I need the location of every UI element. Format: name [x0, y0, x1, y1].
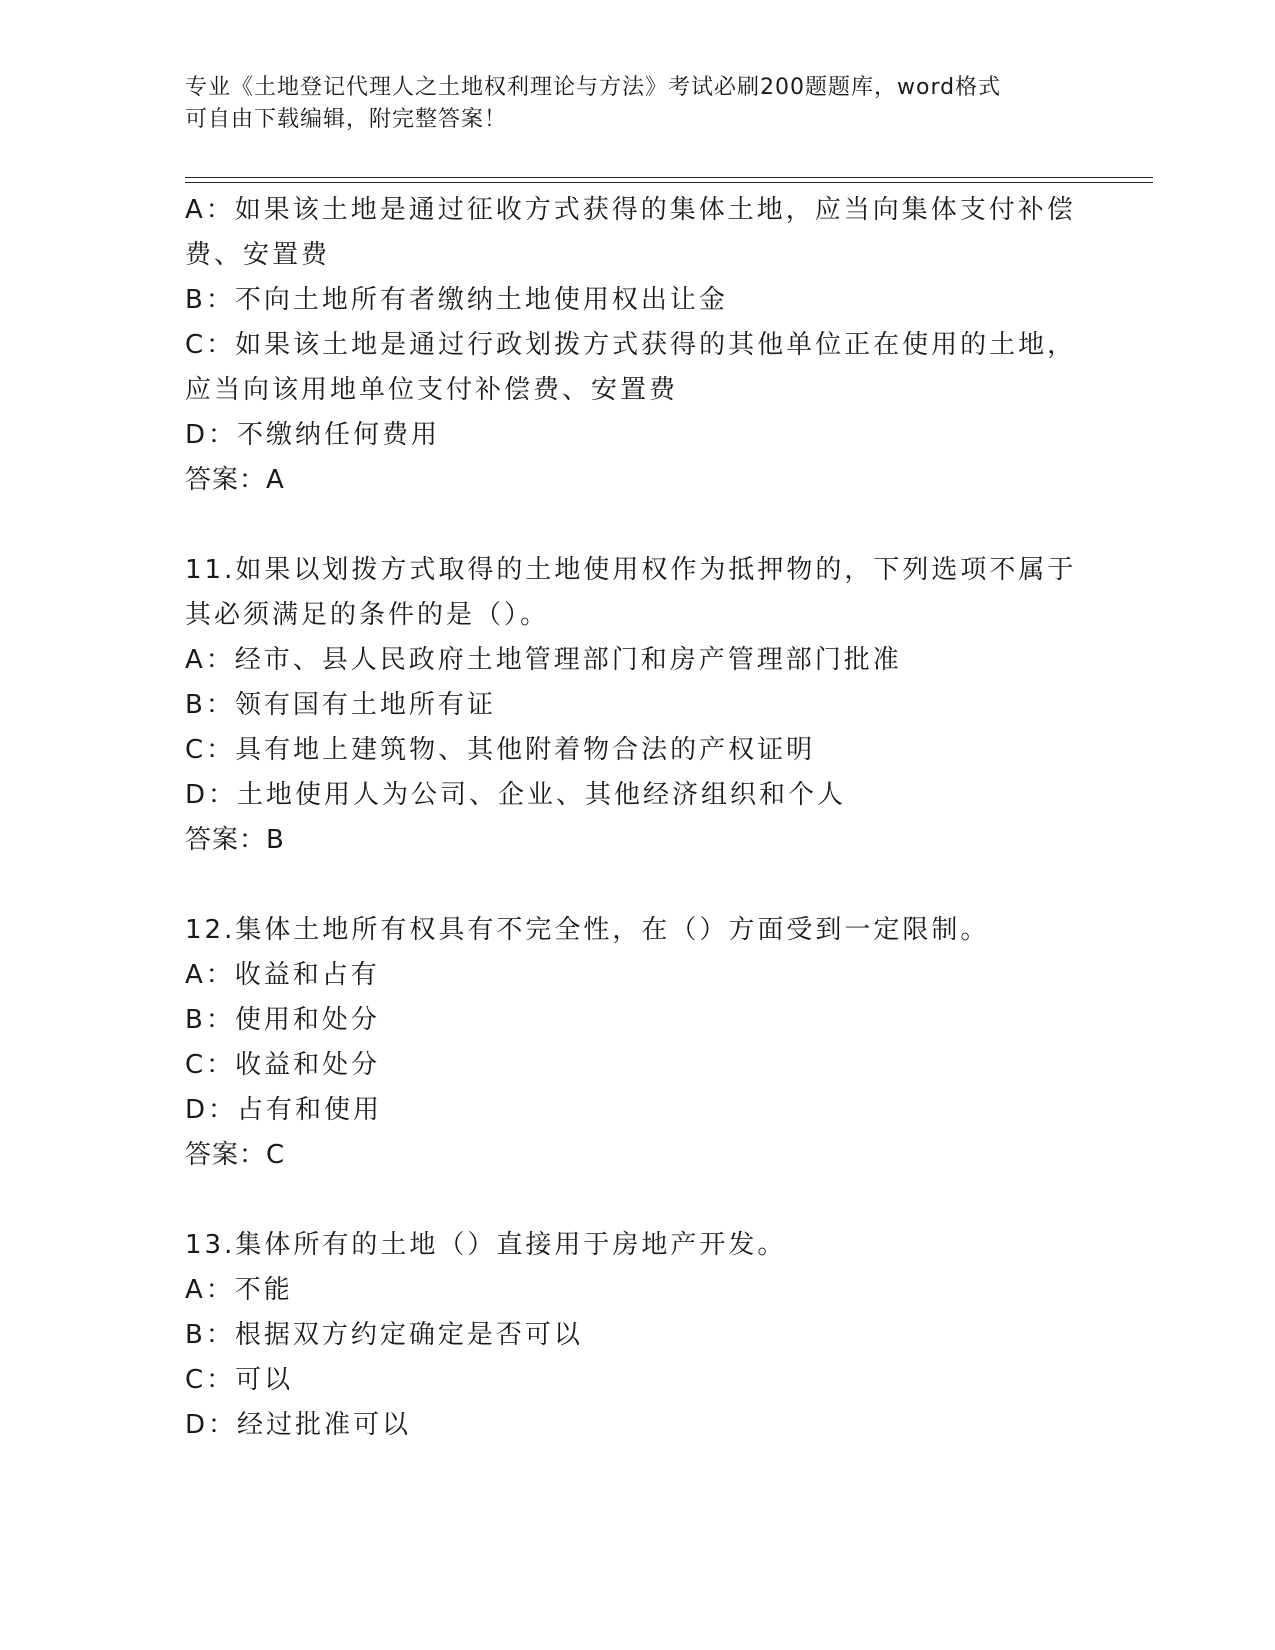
question-block-11 — [185, 548, 1085, 863]
option-c-line-1: C：如果该土地是通过行政划拨方式获得的其他单位正在使用的土地， — [185, 330, 1077, 360]
option-b: B：不向土地所有者缴纳土地使用权出让金 — [185, 285, 728, 315]
header-divider-bottom — [185, 182, 1153, 183]
question-text: 12.集体土地所有权具有不完全性，在（）方面受到一定限制。 — [185, 915, 990, 945]
question-block-10 — [185, 188, 1085, 503]
option-a: A：不能 — [185, 1275, 293, 1305]
document-header — [185, 72, 1065, 136]
question-block-12 — [185, 908, 1085, 1178]
option-d: D：土地使用人为公司、企业、其他经济组织和个人 — [185, 780, 847, 810]
option-c: C：可以 — [185, 1365, 294, 1395]
option-b: B：根据双方约定确定是否可以 — [185, 1320, 583, 1350]
answer: 答案：A — [185, 465, 285, 495]
option-d: D：占有和使用 — [185, 1095, 383, 1125]
answer: 答案：C — [185, 1140, 286, 1170]
answer: 答案：B — [185, 825, 285, 855]
header-title-line-2: 可自由下载编辑，附完整答案！ — [185, 107, 508, 132]
option-a: A：收益和占有 — [185, 960, 380, 990]
option-b: B：领有国有土地所有证 — [185, 690, 496, 720]
option-b: B：使用和处分 — [185, 1005, 380, 1035]
header-divider-top — [185, 177, 1153, 178]
spacer — [185, 863, 1085, 908]
spacer — [185, 1178, 1085, 1223]
question-list — [185, 188, 1085, 1448]
option-c: C：具有地上建筑物、其他附着物合法的产权证明 — [185, 735, 816, 765]
option-c: C：收益和处分 — [185, 1050, 381, 1080]
header-title-line-1: 专业《土地登记代理人之土地权利理论与方法》考试必刷200题题库，word格式 — [185, 75, 1002, 100]
question-block-13 — [185, 1223, 1085, 1448]
option-a: A：经市、县人民政府土地管理部门和房产管理部门批准 — [185, 645, 902, 675]
question-text-line-2: 其必须满足的条件的是（）。 — [185, 600, 550, 630]
option-c-line-2: 应当向该用地单位支付补偿费、安置费 — [185, 375, 679, 405]
spacer — [185, 503, 1085, 548]
option-d: D：不缴纳任何费用 — [185, 420, 441, 450]
option-d: D：经过批准可以 — [185, 1410, 412, 1440]
question-text: 13.集体所有的土地（）直接用于房地产开发。 — [185, 1230, 787, 1260]
option-a-line-2: 费、安置费 — [185, 240, 331, 270]
option-a-line-1: A：如果该土地是通过征收方式获得的集体土地，应当向集体支付补偿 — [185, 195, 1076, 225]
question-text-line-1: 11.如果以划拨方式取得的土地使用权作为抵押物的，下列选项不属于 — [185, 555, 1077, 585]
